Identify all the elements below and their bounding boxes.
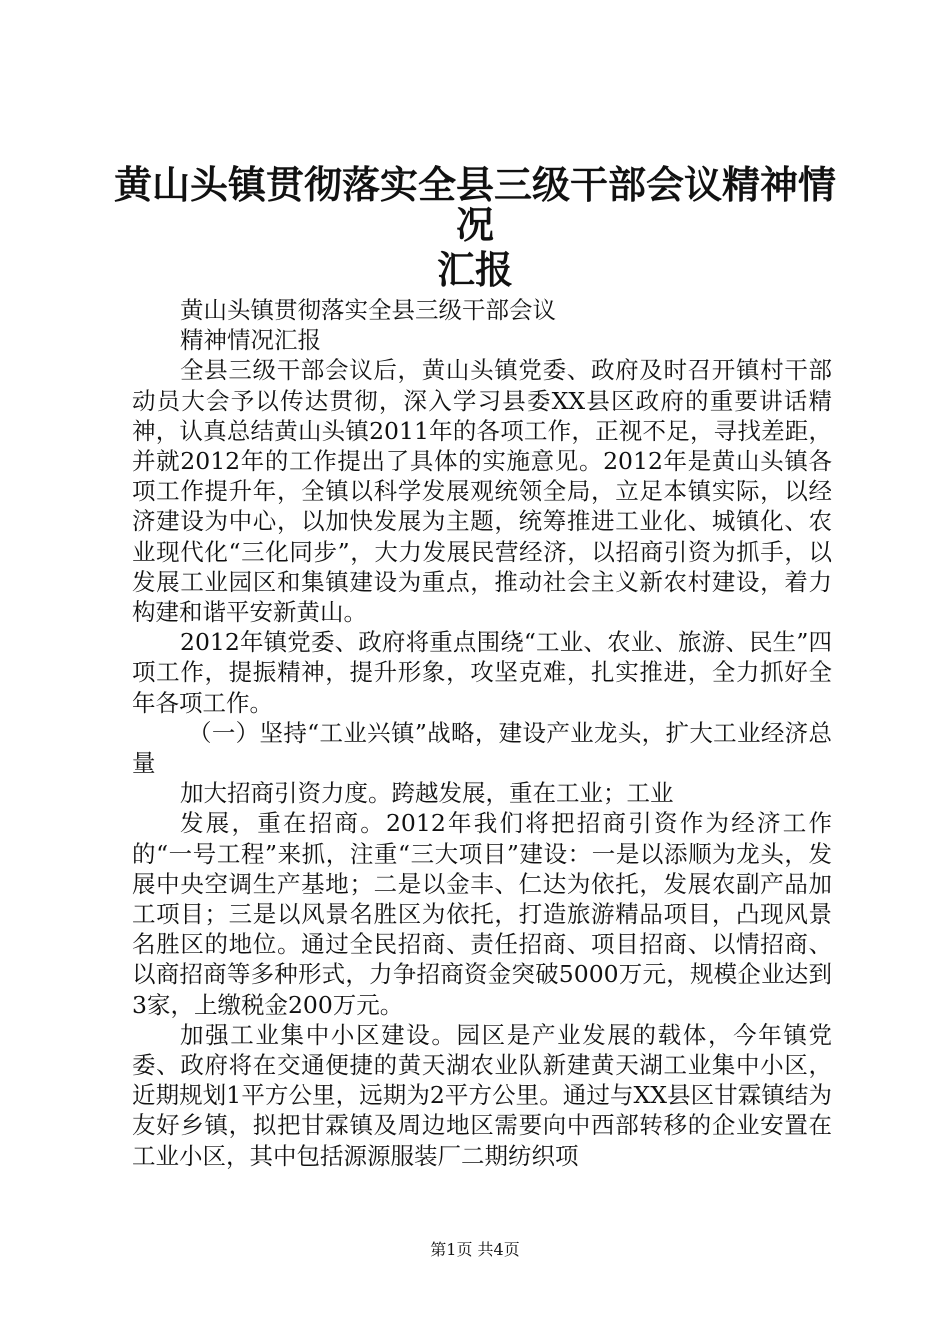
subtitle-line1: 黄山头镇贯彻落实全县三级干部会议 xyxy=(180,296,556,324)
paragraph: 2012年镇党委、政府将重点围绕“工业、农业、旅游、民生”四项工作，提振精神，提升形象，攻坚克难，扎实推进，全力抓好全年各项工作。 xyxy=(132,628,832,717)
paragraph: 全县三级干部会议后，黄山头镇党委、政府及时召开镇村干部动员大会予以传达贯彻，深入学习县委XX县区政府的重要讲话精神，认真总结黄山头镇2011年的各项工作，正视不足，寻找差距，并就2012年的工作提出了具体的实施意见。2012年是黄山头镇各项工作提升年，全镇以科学发展观统领全局，立足本镇实际，以经济建设为中心，以加快发展为主题，统筹推进工业化、城镇化、农业现代化“三化同步”，大力发展民营经济，以招商引资为抓手，以发展工业园区和集镇建设为重点，推动社会主义新农村建设，着力构建和谐平安新黄山。 xyxy=(132,356,832,627)
document-title-line2: 汇报 xyxy=(436,247,513,292)
paragraph: 加大招商引资力度。跨越发展，重在工业；工业 xyxy=(180,779,674,808)
document-title-line1: 黄山头镇贯彻落实全县三级干部会议精神情况 xyxy=(113,162,836,247)
document-body xyxy=(132,295,832,1171)
section-heading: （一）坚持“工业兴镇”战略，建设产业龙头，扩大工业经济总量 xyxy=(132,718,832,778)
paragraph: 加强工业集中小区建设。园区是产业发展的载体，今年镇党委、政府将在交通便捷的黄天湖农业队新建黄天湖工业集中小区，近期规划1平方公里，远期为2平方公里。通过与XX县区甘霖镇结为友好乡镇，拟把甘霖镇及周边地区需要向中西部转移的企业安置在工业小区，其中包括源源服装厂二期纺织项 xyxy=(132,1020,832,1170)
subtitle-line2: 精神情况汇报 xyxy=(180,326,321,355)
paragraph: 发展，重在招商。2012年我们将把招商引资作为经济工作的“一号工程”来抓，注重“三大项目”建设：一是以添顺为龙头，发展中央空调生产基地；二是以金丰、仁达为依托，发展农副产品加工项目；三是以风景名胜区为依托，打造旅游精品项目，凸现风景名胜区的地位。通过全民招商、责任招商、项目招商、以情招商、以商招商等多种形式，力争招商资金突破5000万元，规模企业达到3家，上缴税金200万元。 xyxy=(132,809,832,1019)
page-footer: 第1页 共4页 xyxy=(430,1240,520,1259)
